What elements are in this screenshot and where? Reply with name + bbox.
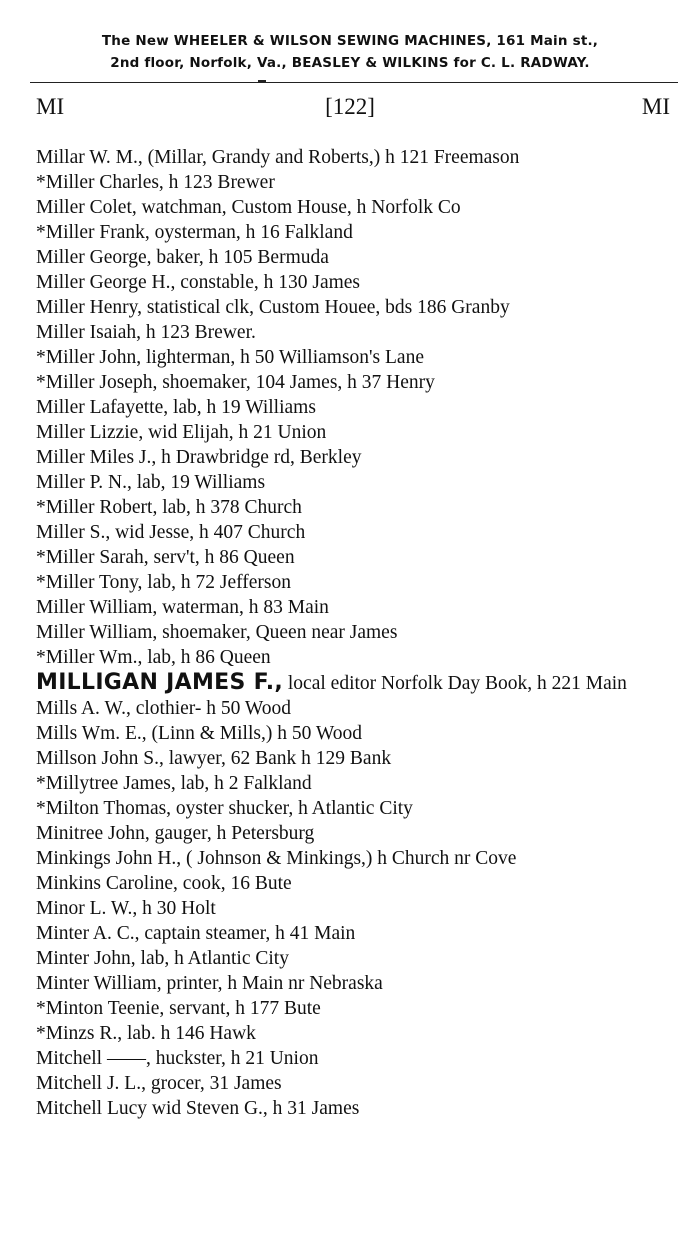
directory-entry: Miller William, waterman, h 83 Main (36, 597, 329, 618)
directory-entry: Millson John S., lawyer, 62 Bank h 129 Bank (36, 748, 392, 769)
directory-entry: Miller Henry, statistical clk, Custom Houee, bds 186 Granby (36, 297, 510, 318)
directory-entry: *Minton Teenie, servant, h 177 Bute (36, 998, 321, 1019)
banner-line-1: The New WHEELER & WILSON SEWING MACHINES, 161 Main st., (101, 33, 599, 49)
directory-entry: Minter John, lab, h Atlantic City (36, 948, 289, 969)
directory-entry: *Miller Robert, lab, h 378 Church (36, 497, 302, 518)
directory-entry: Miller Lizzie, wid Elijah, h 21 Union (36, 422, 327, 443)
featured-entry (36, 670, 676, 696)
directory-entry: Miller Miles J., h Drawbridge rd, Berkley (36, 447, 362, 468)
directory-entry: *Minzs R., lab. h 146 Hawk (36, 1023, 256, 1044)
directory-entry: Miller Isaiah, h 123 Brewer. (36, 322, 256, 343)
directory-entry: *Miller Sarah, serv't, h 86 Queen (36, 547, 295, 568)
directory-entry: *Miller John, lighterman, h 50 Williamson's Lane (36, 347, 424, 368)
advertisement-banner (0, 30, 700, 74)
header-rule-right (258, 82, 678, 83)
directory-entry: Miller Lafayette, lab, h 19 Williams (36, 397, 316, 418)
directory-entry: *Miller Charles, h 123 Brewer (36, 172, 275, 193)
directory-entry: Miller George H., constable, h 130 James (36, 272, 361, 293)
featured-entry-name: MILLIGAN JAMES F., (36, 670, 284, 695)
directory-entry: Mitchell ——, huckster, h 21 Union (36, 1048, 319, 1069)
running-head-right: MI (641, 94, 670, 119)
directory-entry: Minor L. W., h 30 Holt (36, 898, 216, 919)
page-number: [122] (325, 94, 375, 119)
directory-entry: *Milton Thomas, oyster shucker, h Atlantic City (36, 798, 413, 819)
banner-line-2: 2nd floor, Norfolk, Va., BEASLEY & WILKINS for C. L. RADWAY. (110, 55, 590, 71)
directory-entry: *Miller Joseph, shoemaker, 104 James, h 37 Henry (36, 372, 435, 393)
directory-entry: Mitchell Lucy wid Steven G., h 31 James (36, 1098, 360, 1119)
header-rule-ornament (258, 80, 266, 83)
header-rule-left (30, 82, 260, 83)
directory-entry: Minkins Caroline, cook, 16 Bute (36, 873, 292, 894)
directory-entry: *Miller Frank, oysterman, h 16 Falkland (36, 222, 353, 243)
directory-entry: Miller Colet, watchman, Custom House, h Norfolk Co (36, 197, 461, 218)
directory-entry: Mills A. W., clothier- h 50 Wood (36, 698, 291, 719)
directory-entry: *Millytree James, lab, h 2 Falkland (36, 773, 312, 794)
directory-entry: *Miller Wm., lab, h 86 Queen (36, 647, 271, 668)
directory-entry: Miller George, baker, h 105 Bermuda (36, 247, 329, 268)
directory-entry: Minitree John, gauger, h Petersburg (36, 823, 315, 844)
directory-entry: Miller William, shoemaker, Queen near James (36, 622, 398, 643)
directory-entry: Miller S., wid Jesse, h 407 Church (36, 522, 306, 543)
directory-entry: Mills Wm. E., (Linn & Mills,) h 50 Wood (36, 723, 362, 744)
featured-entry-details: local editor Norfolk Day Book, h 221 Main (283, 673, 627, 694)
running-head (30, 92, 670, 122)
directory-entry: *Miller Tony, lab, h 72 Jefferson (36, 572, 291, 593)
running-head-left: MI (36, 94, 65, 119)
directory-listing (36, 145, 676, 1121)
directory-entry: Millar W. M., (Millar, Grandy and Roberts,) h 121 Freemason (36, 147, 520, 168)
directory-entry: Mitchell J. L., grocer, 31 James (36, 1073, 282, 1094)
directory-entry: Minter A. C., captain steamer, h 41 Main (36, 923, 356, 944)
directory-entry: Miller P. N., lab, 19 Williams (36, 472, 266, 493)
directory-entry: Minkings John H., ( Johnson & Minkings,) h Church nr Cove (36, 848, 517, 869)
directory-entry: Minter William, printer, h Main nr Nebraska (36, 973, 383, 994)
